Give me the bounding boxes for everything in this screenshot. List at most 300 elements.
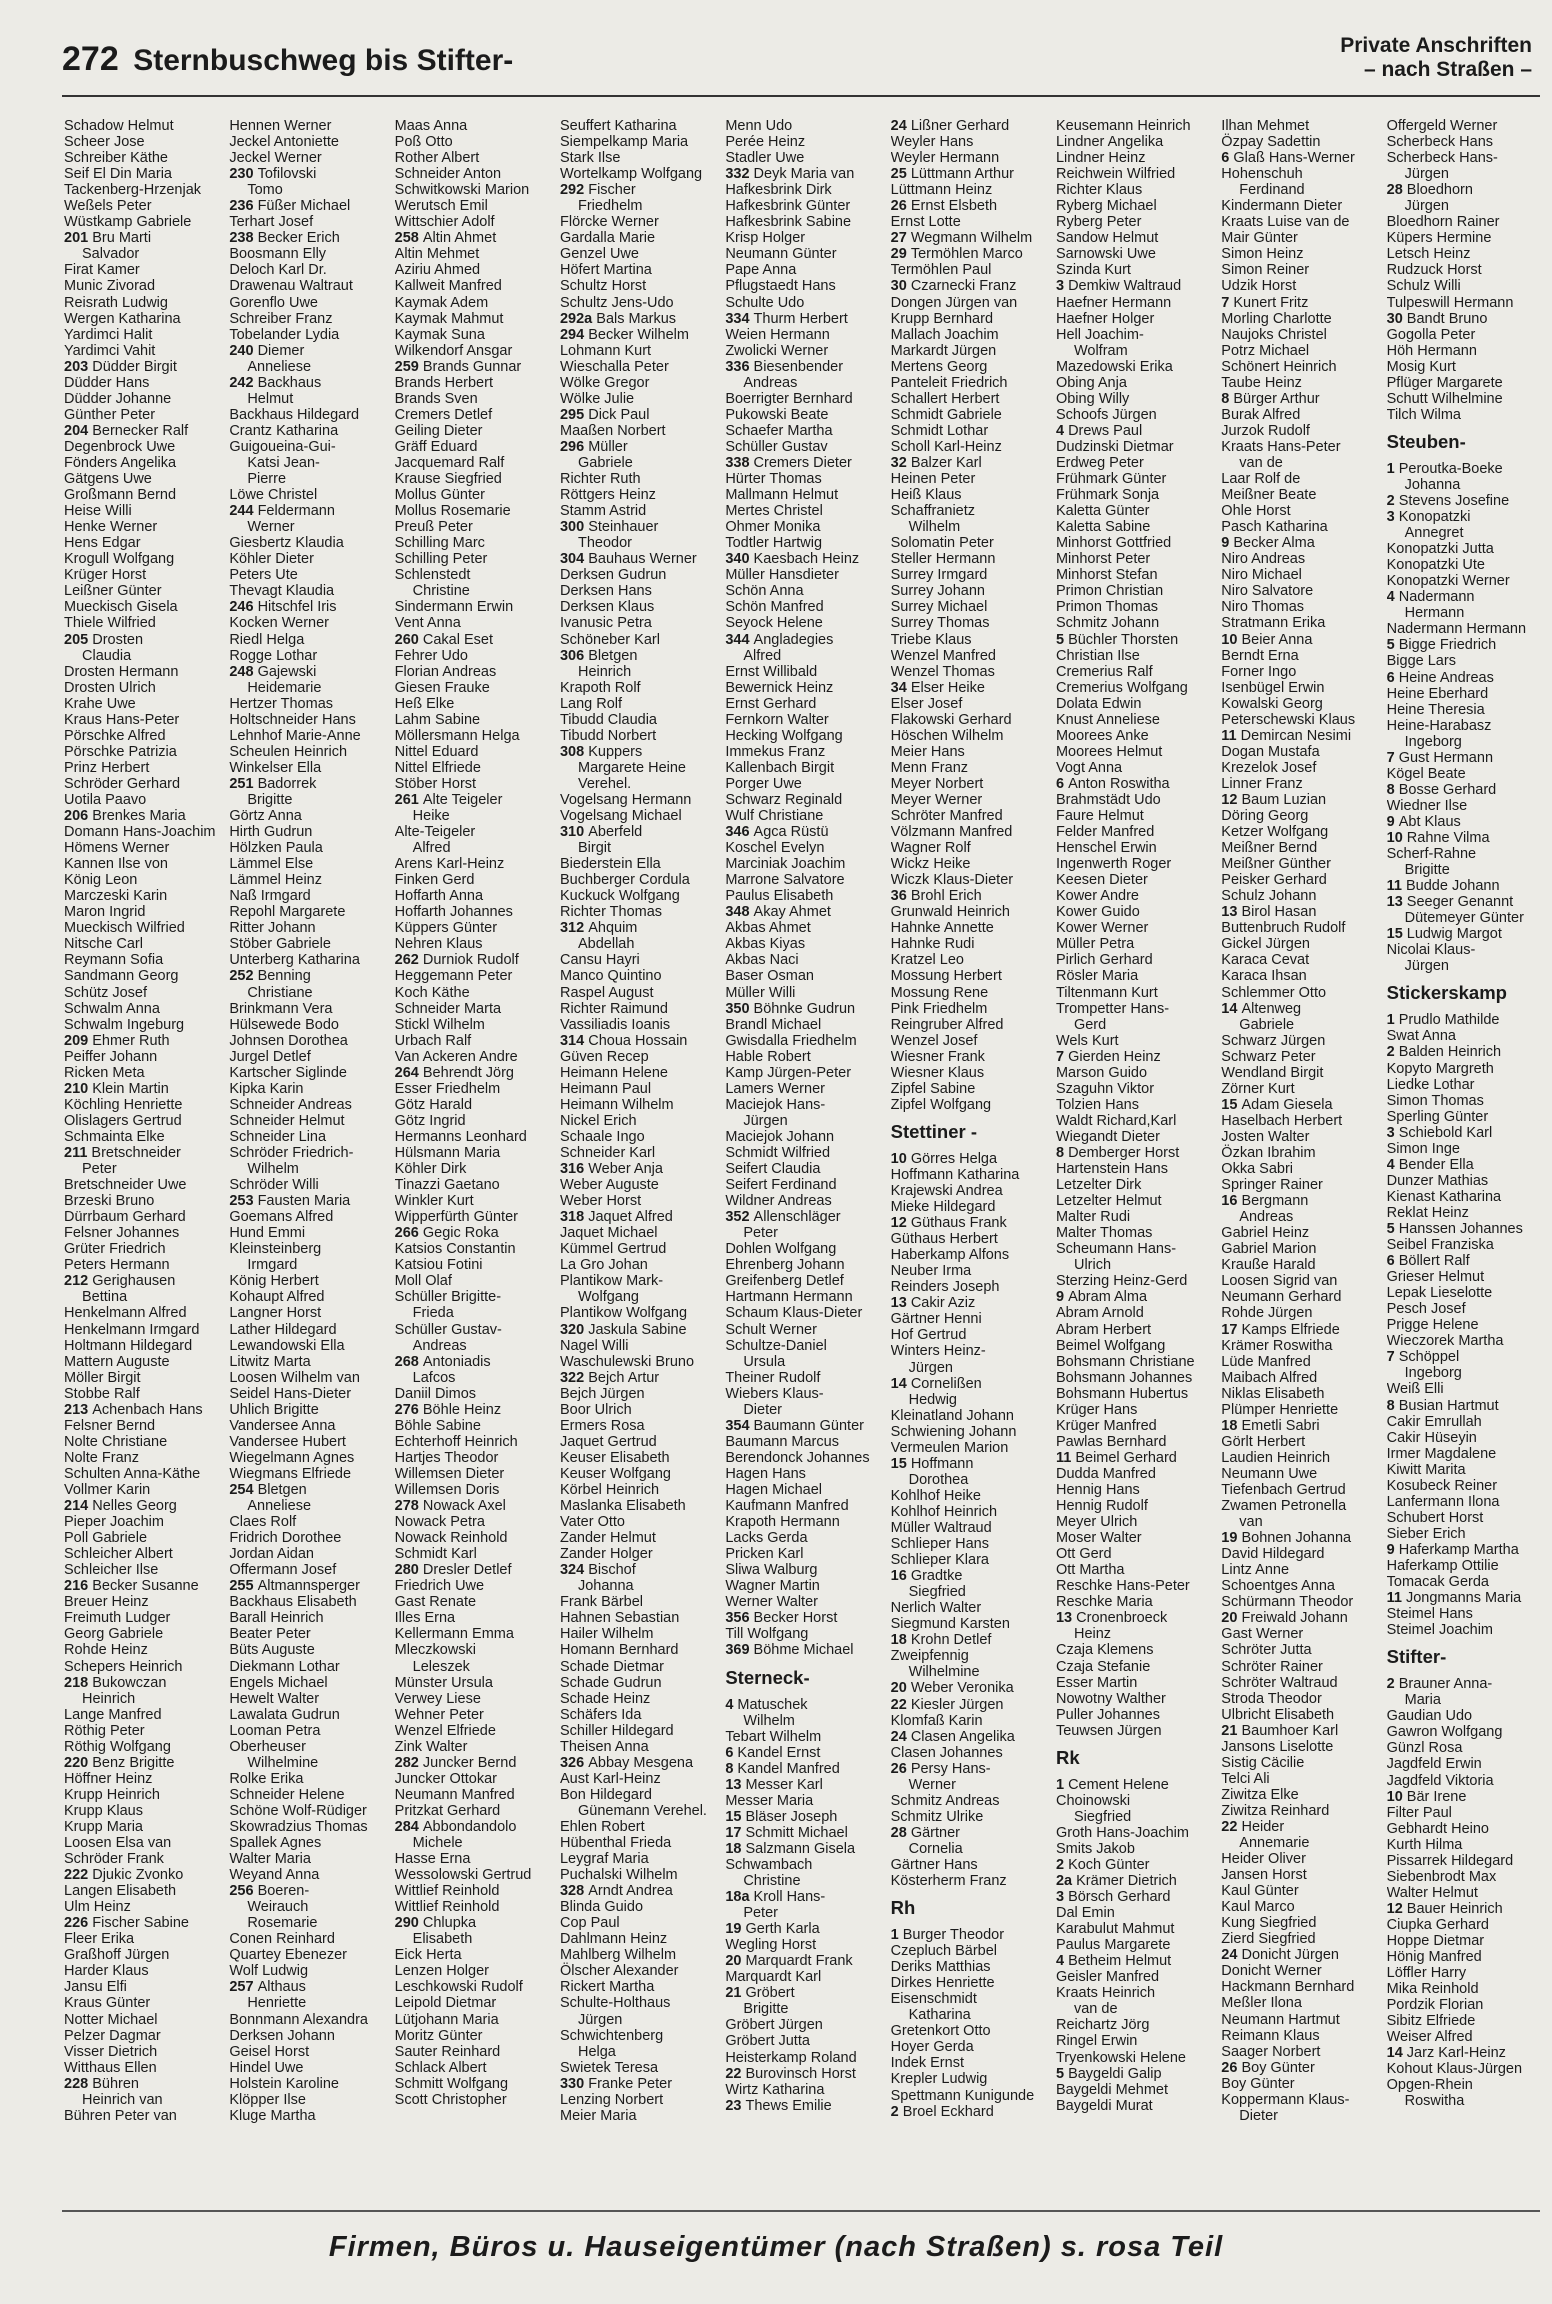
resident-entry: Schiller Hildegard [559, 1722, 674, 1739]
house-number: 228 [64, 2075, 93, 2092]
resident-entry: Karaca Ihsan [1221, 968, 1307, 985]
resident-entry: Annemarie [1239, 1835, 1310, 1852]
resident-entry: Josten Walter [1221, 1128, 1310, 1145]
house-number: 18a [725, 1889, 754, 1906]
resident-entry: Reschke Maria [1055, 1594, 1153, 1611]
resident-entry: Gardalla Marie [559, 230, 656, 247]
house-number: 209 [64, 1032, 93, 1049]
resident-entry [1056, 1450, 1220, 1466]
resident-name: Steinhauer [588, 519, 659, 536]
resident-entry: Paulus Elisabeth [725, 888, 834, 905]
house-number: 22 [1221, 1818, 1242, 1835]
resident-entry: Hund Emmi [229, 1225, 306, 1242]
resident-entry: Deriks Matthias [890, 1959, 991, 1976]
resident-name: Clasen Angelika [910, 1728, 1015, 1745]
resident-entry: Pesch Josef [1386, 1301, 1466, 1318]
street-heading: Stifter- [1386, 1646, 1447, 1668]
resident-entry [725, 359, 889, 375]
resident-entry: Schwichtenberg [559, 2027, 664, 2044]
resident-name: Gust Hermann [1398, 749, 1494, 766]
resident-entry: Friedrich Uwe [394, 1578, 485, 1595]
resident-entry: Dürrbaum Gerhard [64, 1209, 186, 1226]
resident-entry: Lafcos [412, 1369, 456, 1386]
resident-name: Brohl Erich [910, 888, 982, 905]
resident-entry: Moser Walter [1055, 1530, 1142, 1547]
resident-entry: Langen Elisabeth [64, 1883, 177, 1900]
resident-entry [725, 1697, 889, 1713]
resident-name: Angladegies [753, 631, 834, 648]
resident-entry: Kohlhof Heinrich [890, 1503, 998, 1520]
house-number: 268 [394, 1353, 423, 1370]
resident-entry [560, 407, 724, 423]
resident-entry: Mollus Rosemarie [394, 503, 511, 520]
house-number: 29 [890, 246, 911, 263]
resident-entry: Malter Rudi [1055, 1209, 1131, 1226]
resident-name: Baumhoer Karl [1241, 1722, 1339, 1739]
resident-name: Börsch Gerhard [1068, 1889, 1171, 1906]
house-number: 7 [1386, 1349, 1399, 1366]
resident-entry [1387, 782, 1551, 798]
resident-name: Allenschläger [753, 1209, 841, 1226]
resident-entry: Rohde Heinz [64, 1642, 148, 1659]
resident-entry [1056, 1049, 1220, 1065]
resident-name: Bigge Friedrich [1398, 637, 1497, 654]
resident-entry [1056, 1873, 1220, 1889]
resident-entry: Schult Werner [725, 1321, 817, 1338]
resident-entry: Maciejok Hans- [725, 1096, 826, 1113]
resident-entry [395, 632, 559, 648]
resident-name: Emetli Sabri [1241, 1417, 1320, 1434]
house-number: 344 [725, 631, 754, 648]
resident-entry [560, 2076, 724, 2092]
resident-entry [891, 1295, 1055, 1311]
resident-entry [1221, 792, 1385, 808]
resident-entry: Mieke Hildegard [890, 1199, 996, 1216]
resident-entry: Messer Maria [725, 1792, 814, 1809]
resident-entry [395, 1354, 559, 1370]
resident-entry: Klöpper Ilse [229, 2091, 306, 2108]
resident-entry: Surrey Thomas [890, 615, 990, 632]
resident-name: Benz Brigitte [92, 1754, 175, 1771]
resident-entry: Bohsmann Hubertus [1055, 1385, 1189, 1402]
house-number: 340 [725, 551, 754, 568]
house-number: 3 [1055, 278, 1069, 295]
resident-entry: Okka Sabri [1221, 1161, 1294, 1178]
resident-entry [1221, 1001, 1385, 1017]
resident-entry [1056, 1857, 1220, 1873]
house-number: 244 [229, 503, 258, 520]
resident-entry [725, 1825, 889, 1841]
resident-entry: Andreas [412, 1337, 467, 1354]
resident-entry: Schmidt Karl [394, 1546, 477, 1563]
resident-name: Kiesler Jürgen [910, 1696, 1004, 1713]
resident-entry: Thevagt Klaudia [229, 583, 335, 600]
page-header [62, 34, 1532, 92]
resident-entry [64, 1081, 228, 1097]
resident-entry: Krüger Horst [64, 567, 147, 584]
resident-entry: Dieter [1239, 2107, 1278, 2124]
resident-entry: Ilhan Mehmet [1221, 118, 1310, 134]
resident-entry: Thiele Wilfried [64, 615, 156, 632]
resident-entry: Ingenwerth Roger [1055, 856, 1172, 873]
resident-entry: Krahe Uwe [64, 695, 136, 712]
resident-entry [1221, 632, 1385, 648]
resident-name: Glaß Hans-Werner [1233, 150, 1355, 167]
resident-entry: Beater Peter [229, 1626, 311, 1643]
resident-entry: Perée Heinz [725, 134, 806, 151]
resident-entry: Wagner Martin [725, 1578, 820, 1595]
resident-entry: Sistig Cäcilie [1221, 1754, 1305, 1771]
resident-entry: Weien Hermann [725, 326, 830, 343]
resident-name: Benning [257, 968, 311, 985]
house-number: 3 [1386, 1124, 1399, 1141]
resident-entry: Schwarz Peter [1221, 1048, 1316, 1065]
resident-entry: Kleinsteinberg [229, 1241, 322, 1258]
resident-entry: Neuber Irma [890, 1263, 972, 1280]
resident-entry: Jansu Elfi [64, 1979, 127, 1996]
resident-entry: Heider Oliver [1221, 1851, 1306, 1868]
resident-entry [1387, 182, 1551, 198]
resident-name: Beimel Gerhard [1075, 1449, 1177, 1466]
resident-entry: Lewandowski Ella [229, 1337, 345, 1354]
resident-entry [1387, 311, 1551, 327]
house-number: 354 [725, 1417, 754, 1434]
resident-entry: Heinrich [82, 1690, 136, 1707]
resident-entry: Reichwein Wilfried [1055, 166, 1176, 183]
resident-entry [725, 1953, 889, 1969]
resident-entry: Schaale Ingo [559, 1128, 645, 1145]
resident-entry: Yardimci Halit [64, 326, 153, 343]
resident-entry: Krauße Harald [1221, 1257, 1316, 1274]
resident-entry: Naß Irmgard [229, 888, 311, 905]
house-number: 1 [1055, 1776, 1069, 1793]
resident-entry: Hagen Hans [725, 1465, 806, 1482]
resident-entry: Görtz Anna [229, 808, 302, 825]
resident-entry: Anneliese [247, 358, 312, 375]
house-number: 304 [559, 551, 589, 568]
resident-entry: Gärtner Hans [890, 1856, 978, 1873]
resident-entry: Schadow Helmut [64, 118, 174, 134]
resident-entry: Pink Friedhelm [890, 1000, 988, 1017]
resident-entry: Beimel Wolfgang [1055, 1337, 1166, 1354]
resident-entry: Niro Michael [1221, 567, 1302, 584]
resident-entry: Mazedowski Erika [1055, 358, 1173, 375]
resident-entry: Tinazzi Gaetano [394, 1177, 500, 1194]
resident-entry: Ricken Meta [64, 1064, 145, 1081]
resident-entry: Küppers Günter [394, 920, 498, 937]
house-number: 238 [229, 230, 258, 247]
resident-entry: Fridrich Dorothee [229, 1530, 342, 1547]
resident-entry: Meißner Günther [1221, 856, 1331, 873]
resident-entry: Andreas [743, 374, 798, 391]
resident-entry: Steller Hermann [890, 551, 996, 568]
resident-entry: Kraus Hans-Peter [64, 711, 180, 728]
resident-entry: Christian Ilse [1055, 647, 1140, 664]
house-number: 9 [1055, 1289, 1069, 1306]
resident-entry: Schade Dietmar [559, 1658, 664, 1675]
resident-name: Becker Horst [753, 1610, 838, 1627]
resident-entry: Nowotny Walther [1055, 1690, 1166, 1707]
resident-entry: Vandersee Anna [229, 1417, 336, 1434]
resident-entry: Echterhoff Heinrich [394, 1433, 518, 1450]
resident-entry: Ingeborg [1404, 733, 1462, 750]
resident-entry: Gätgens Uwe [64, 471, 152, 488]
house-number: 203 [64, 358, 93, 375]
house-number: 240 [229, 342, 258, 359]
resident-entry: Wiegmans Elfriede [229, 1465, 352, 1482]
resident-entry: Puchalski Wilhelm [559, 1867, 678, 1884]
house-number: 20 [890, 1680, 911, 1697]
resident-entry: Alfred [412, 840, 451, 857]
resident-entry: Jürgen [577, 2011, 623, 2028]
resident-entry: Aziriu Ahmed [394, 262, 481, 279]
resident-entry: Scholl Karl-Heinz [890, 438, 1002, 455]
resident-entry: Gabriele [577, 454, 633, 471]
resident-entry: Krupp Maria [64, 1818, 143, 1835]
house-number: 210 [64, 1080, 93, 1097]
resident-entry: Wölke Julie [559, 390, 635, 407]
house-number: 310 [559, 824, 589, 841]
resident-entry [725, 551, 889, 567]
resident-entry: Seyock Helene [725, 615, 823, 632]
resident-entry: Niro Andreas [1221, 551, 1306, 568]
section-title [1340, 34, 1532, 82]
house-number: 212 [64, 1273, 93, 1290]
resident-entry: Wilhelmine [247, 1754, 319, 1771]
house-number: 12 [1386, 1900, 1407, 1917]
resident-entry: Dudzinski Dietmar [1055, 438, 1174, 455]
resident-name: Franke Peter [588, 2075, 673, 2092]
resident-entry: Hürter Thomas [725, 471, 822, 488]
resident-entry: Wölke Gregor [559, 374, 650, 391]
resident-name: Kaesbach Heinz [753, 551, 860, 568]
resident-entry: Schade Gudrun [559, 1674, 662, 1691]
resident-entry: Güven Recep [559, 1048, 649, 1065]
resident-entry: Pasch Katharina [1221, 519, 1328, 536]
resident-name: Füßer Michael [257, 198, 351, 215]
resident-entry: Margarete Heine [577, 759, 686, 776]
resident-name: Böhnke Gudrun [753, 1000, 856, 1017]
house-number: 253 [229, 1193, 258, 1210]
resident-entry: Minhorst Stefan [1055, 567, 1158, 584]
resident-entry: Indek Ernst [890, 2055, 964, 2072]
resident-entry [1387, 461, 1551, 477]
resident-entry: Letzelter Dirk [1055, 1177, 1142, 1194]
resident-entry: Jordan Aidan [229, 1546, 314, 1563]
resident-entry: Boor Ulrich [559, 1401, 632, 1418]
resident-entry: Minhorst Peter [1055, 551, 1151, 568]
resident-entry [891, 166, 1055, 182]
resident-entry: Werner [247, 519, 295, 536]
resident-name: Burovinsch Horst [745, 2065, 856, 2082]
resident-entry: Lacks Gerda [725, 1530, 808, 1547]
resident-entry: Wittschier Adolf [394, 214, 495, 231]
resident-entry: Wiesner Frank [890, 1048, 985, 1065]
resident-name: Balzer Karl [910, 454, 982, 471]
resident-entry: Düdder Johanne [64, 390, 172, 407]
resident-entry: Zander Holger [559, 1546, 653, 1563]
resident-entry: Ernst Willibald [725, 663, 818, 680]
resident-entry: Sandow Helmut [1055, 230, 1159, 247]
resident-entry: Plümper Henriette [1221, 1401, 1339, 1418]
resident-entry: Willemsen Doris [394, 1481, 500, 1498]
house-number: 10 [1221, 631, 1242, 648]
resident-entry: Lanfermann Ilona [1386, 1493, 1500, 1510]
resident-entry: Gaudian Udo [1386, 1708, 1473, 1725]
resident-entry: Filter Paul [1386, 1804, 1452, 1821]
resident-entry: Brigitte [1404, 862, 1450, 879]
resident-entry: Krause Siegfried [394, 471, 502, 488]
resident-entry: Erdweg Peter [1055, 454, 1144, 471]
resident-name: Cement Helene [1068, 1776, 1169, 1793]
resident-entry: Kower Andre [1055, 888, 1139, 905]
resident-entry: Wenzel Thomas [890, 663, 995, 680]
house-number: 262 [394, 952, 423, 969]
resident-name: Konopatzki [1398, 509, 1471, 526]
resident-entry: Paulus Margarete [1055, 1937, 1171, 1954]
house-number: 2a [1055, 1873, 1077, 1890]
resident-entry: Meyer Norbert [890, 775, 984, 792]
resident-entry: Eisenschmidt [890, 1991, 977, 2008]
resident-entry: Lange Manfred [64, 1706, 162, 1723]
resident-entry: Krepler Ludwig [890, 2071, 988, 2088]
resident-entry: Loosen Wilhelm van [229, 1369, 360, 1386]
resident-entry [560, 439, 724, 455]
resident-entry: Johanna [1404, 476, 1461, 493]
resident-entry: Siempelkamp Maria [559, 134, 689, 151]
resident-entry: Schaum Klaus-Dieter [725, 1305, 863, 1322]
resident-name: Elser Heike [910, 679, 985, 696]
resident-entry: Dudda Manfred [1055, 1465, 1156, 1482]
resident-entry: Schreiber Franz [229, 310, 333, 327]
resident-name: Nelles Georg [92, 1498, 177, 1515]
resident-entry: Looman Petra [229, 1722, 321, 1739]
resident-entry: Hedwig [908, 1391, 957, 1408]
resident-entry: Fleer Erika [64, 1931, 135, 1948]
resident-entry: Schwalm Anna [64, 1000, 160, 1017]
resident-entry: Kohout Klaus-Jürgen [1386, 2061, 1523, 2078]
resident-entry: Hagen Michael [725, 1481, 823, 1498]
resident-entry: Ott Gerd [1055, 1546, 1112, 1563]
resident-entry: Naujoks Christel [1221, 326, 1327, 343]
resident-name: Feldermann [257, 503, 335, 520]
house-number: 6 [1386, 669, 1399, 686]
resident-entry: van [1239, 1514, 1263, 1531]
resident-entry: Schöneber Karl [559, 631, 660, 648]
resident-entry: Sperling Günter [1386, 1108, 1489, 1125]
resident-entry: Katharina [908, 2007, 971, 2024]
resident-entry [560, 648, 724, 664]
resident-name: Gradtke [910, 1568, 963, 1585]
resident-entry: Drosten Hermann [64, 663, 179, 680]
resident-entry: Hartenstein Hans [1055, 1161, 1168, 1178]
resident-entry [725, 1610, 889, 1626]
resident-entry: Derksen Gudrun [559, 567, 667, 584]
resident-entry [229, 776, 393, 792]
resident-entry: Kaletta Günter [1055, 503, 1150, 520]
resident-entry: Verwey Liese [394, 1690, 481, 1707]
resident-entry: Neumann Gerhard [1221, 1289, 1342, 1306]
resident-entry: Hoffmann Katharina [890, 1166, 1020, 1183]
resident-name: Cornelißen [910, 1375, 982, 1392]
resident-entry: Laudien Heinrich [1221, 1449, 1331, 1466]
resident-entry: Tomacak Gerda [1386, 1574, 1489, 1591]
resident-entry: Blinda Guido [559, 1899, 644, 1916]
resident-name: Demircan Nesimi [1240, 727, 1352, 744]
resident-entry: Czepluch Bärbel [890, 1943, 998, 1960]
resident-name: Cakal Eset [422, 631, 494, 648]
resident-entry: Hewelt Walter [229, 1690, 320, 1707]
resident-entry: Kaletta Sabine [1055, 519, 1151, 536]
resident-entry: Böhle Sabine [394, 1417, 481, 1434]
resident-name: Budde Johann [1405, 878, 1500, 895]
resident-entry: Brinkmann Vera [229, 1000, 333, 1017]
resident-entry: Nehren Klaus [394, 936, 483, 953]
resident-entry [725, 2066, 889, 2082]
resident-entry: Heinrich [577, 663, 632, 680]
resident-entry: Oberheuser [229, 1738, 306, 1755]
house-number: 4 [1386, 589, 1399, 606]
resident-name: Alte Teigeler [422, 791, 503, 808]
resident-entry: Bon Hildegard [559, 1786, 652, 1803]
resident-name: Bergmann [1241, 1193, 1309, 1210]
house-number: 10 [1386, 829, 1407, 846]
house-number: 7 [1221, 294, 1234, 311]
resident-entry: Moll Olaf [394, 1273, 452, 1290]
resident-entry [891, 1568, 1055, 1584]
house-number: 300 [559, 519, 589, 536]
resident-entry [64, 1578, 228, 1594]
resident-entry: Schneider Karl [559, 1145, 656, 1161]
house-number: 256 [229, 1883, 258, 1900]
resident-entry: Müller Willi [725, 984, 796, 1001]
resident-entry: Kaymak Mahmut [394, 310, 504, 327]
resident-name: Nowack Axel [422, 1498, 506, 1515]
resident-entry: Schlemmer Otto [1221, 984, 1327, 1001]
resident-entry: Maslanka Elisabeth [559, 1498, 686, 1515]
resident-entry: Jacquemard Ralf [394, 454, 505, 471]
resident-entry: Werner Walter [725, 1594, 818, 1611]
resident-entry: Friedhelm [577, 198, 643, 215]
resident-entry: Wenzel Manfred [890, 647, 996, 664]
resident-entry [1056, 1953, 1220, 1969]
resident-entry: Lang Rolf [559, 695, 623, 712]
house-number: 278 [394, 1498, 423, 1515]
resident-entry: Müller Waltraud [890, 1519, 992, 1536]
resident-entry: Kocken Werner [229, 615, 329, 632]
resident-entry: Höh Hermann [1386, 342, 1477, 359]
resident-entry: Annegret [1404, 525, 1464, 542]
resident-entry: Holtmann Hildegard [64, 1337, 193, 1354]
resident-entry [1221, 1610, 1385, 1626]
resident-entry: Ehrenberg Johann [725, 1257, 845, 1274]
resident-entry: Schmitt Wolfgang [394, 2075, 509, 2092]
resident-entry: Schröder Friedrich- [229, 1145, 354, 1161]
resident-entry: Surrey Michael [890, 599, 988, 616]
resident-entry: Cremerius Ralf [1055, 663, 1153, 680]
resident-name: Bletgen [588, 647, 638, 664]
resident-entry: Cremerius Wolfgang [1055, 679, 1188, 696]
resident-entry: Özkan Ibrahim [1221, 1145, 1316, 1161]
resident-entry: Johanna [577, 1578, 634, 1595]
house-number: 6 [1055, 775, 1069, 792]
resident-entry: Wilhelm [908, 519, 961, 536]
resident-entry: Krogull Wolfgang [64, 551, 175, 568]
resident-entry: Guigoueina-Gui- [229, 438, 336, 455]
resident-entry: Keusemann Heinrich [1055, 118, 1191, 134]
resident-entry: Büts Auguste [229, 1642, 315, 1659]
house-number: 32 [890, 454, 911, 471]
